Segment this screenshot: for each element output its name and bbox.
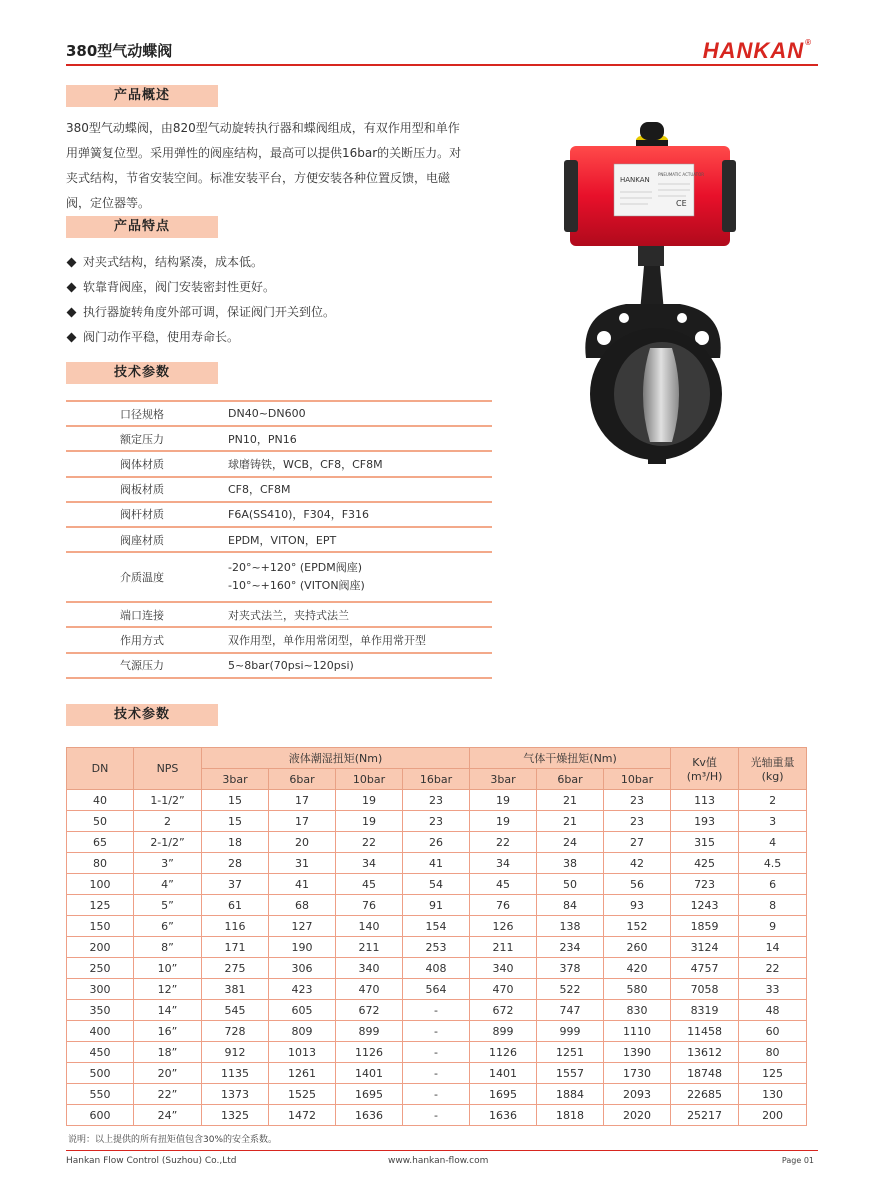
table-cell: - (403, 1105, 470, 1126)
brand-logo (703, 38, 812, 64)
spec-value: 双作用型，单作用常闭型，单作用常开型 (218, 627, 492, 652)
table-cell: 15 (202, 790, 269, 811)
table-cell: 130 (739, 1084, 807, 1105)
table-cell: 672 (470, 1000, 537, 1021)
table-cell: 211 (470, 937, 537, 958)
table-row (67, 1084, 807, 1105)
table-cell: 100 (67, 874, 134, 895)
table-cell: 18 (202, 832, 269, 853)
table-cell: 16” (134, 1021, 202, 1042)
table-cell: 6” (134, 916, 202, 937)
table-cell: 1818 (537, 1105, 604, 1126)
table-cell: 8319 (671, 1000, 739, 1021)
column-group-header: 液体潮湿扭矩(Nm) (202, 748, 470, 769)
table-cell: 672 (336, 1000, 403, 1021)
table-cell: 408 (403, 958, 470, 979)
kv-label: Kv值 (692, 756, 717, 769)
diamond-bullet-icon (67, 283, 77, 293)
table-cell: 7058 (671, 979, 739, 1000)
table-cell: 14” (134, 1000, 202, 1021)
table-cell: 1013 (269, 1042, 336, 1063)
table-cell: 580 (604, 979, 671, 1000)
table-cell: 1636 (470, 1105, 537, 1126)
spec-value: CF8，CF8M (218, 477, 492, 502)
table-row (66, 552, 492, 602)
table-cell: 126 (470, 916, 537, 937)
table-cell: 21 (537, 811, 604, 832)
footer-company: Hankan Flow Control (Suzhou) Co.,Ltd (66, 1156, 237, 1166)
table-cell: 1390 (604, 1042, 671, 1063)
table-row (67, 1042, 807, 1063)
spec-value: DN40~DN600 (218, 401, 492, 426)
column-subheader: 16bar (403, 769, 470, 790)
table-cell: 34 (336, 853, 403, 874)
table-cell: 522 (537, 979, 604, 1000)
table-cell: 378 (537, 958, 604, 979)
spec-value: 球磨铸铁，WCB，CF8，CF8M (218, 451, 492, 476)
table-cell: 23 (403, 811, 470, 832)
column-subheader: 6bar (269, 769, 336, 790)
spec-key: 阀体材质 (66, 451, 218, 476)
weight-unit: (kg) (761, 770, 784, 783)
actuator-label-brand: HANKAN (620, 176, 650, 184)
spec-value-line: -10°~+160° (VITON阀座) (228, 579, 365, 593)
table-cell: 3 (739, 811, 807, 832)
kv-unit: (m³/H) (686, 770, 723, 783)
table-cell: 140 (336, 916, 403, 937)
torque-heading: 技术参数 (66, 704, 218, 726)
table-cell: 116 (202, 916, 269, 937)
list-item (66, 300, 335, 325)
spec-value: EPDM，VITON，EPT (218, 527, 492, 552)
table-cell: 193 (671, 811, 739, 832)
table-cell: 19 (470, 790, 537, 811)
table-cell: 5” (134, 895, 202, 916)
table-cell: 68 (269, 895, 336, 916)
table-row (66, 602, 492, 627)
table-row (66, 527, 492, 552)
table-cell: 8” (134, 937, 202, 958)
table-cell: 899 (470, 1021, 537, 1042)
table-cell: 125 (739, 1063, 807, 1084)
registered-mark: ® (805, 38, 812, 47)
table-cell: 8 (739, 895, 807, 916)
table-cell: 1261 (269, 1063, 336, 1084)
table-cell: 22 (470, 832, 537, 853)
table-cell: 50 (537, 874, 604, 895)
table-cell: 200 (739, 1105, 807, 1126)
table-cell: 24 (537, 832, 604, 853)
spec-key: 气源压力 (66, 653, 218, 678)
table-cell: 912 (202, 1042, 269, 1063)
list-item (66, 325, 335, 350)
table-cell: 152 (604, 916, 671, 937)
column-header: DN (67, 748, 134, 790)
table-cell: 40 (67, 790, 134, 811)
table-cell: 2 (134, 811, 202, 832)
table-cell: 381 (202, 979, 269, 1000)
table-cell: 2 (739, 790, 807, 811)
table-cell: 809 (269, 1021, 336, 1042)
spec-value: 对夹式法兰，夹持式法兰 (218, 602, 492, 627)
position-indicator-icon (640, 122, 664, 140)
features-heading: 产品特点 (66, 216, 218, 238)
feature-text: 软靠背阀座，阀门安装密封性更好。 (83, 280, 276, 294)
footer-url: www.hankan-flow.com (388, 1156, 489, 1166)
weight-label: 光轴重量 (750, 756, 795, 769)
torque-table (66, 747, 807, 1126)
table-cell: 76 (470, 895, 537, 916)
table-cell: 2093 (604, 1084, 671, 1105)
table-cell: 80 (67, 853, 134, 874)
table-row (66, 451, 492, 476)
table-row (66, 401, 492, 426)
table-cell: 113 (671, 790, 739, 811)
table-cell: 56 (604, 874, 671, 895)
table-cell: 1730 (604, 1063, 671, 1084)
table-cell: 1401 (470, 1063, 537, 1084)
table-cell: 470 (470, 979, 537, 1000)
table-row (66, 502, 492, 527)
table-cell: 3124 (671, 937, 739, 958)
table-footnote: 说明：以上提供的所有扭矩值包含30%的安全系数。 (68, 1135, 278, 1145)
overview-heading: 产品概述 (66, 85, 218, 107)
table-row (66, 426, 492, 451)
table-row (67, 958, 807, 979)
table-cell: 1695 (470, 1084, 537, 1105)
table-cell: 19 (336, 790, 403, 811)
table-cell: 899 (336, 1021, 403, 1042)
table-cell: 6 (739, 874, 807, 895)
table-cell: 211 (336, 937, 403, 958)
table-cell: 1243 (671, 895, 739, 916)
table-cell: 45 (470, 874, 537, 895)
table-cell: 17 (269, 811, 336, 832)
table-cell: 54 (403, 874, 470, 895)
table-cell: 11458 (671, 1021, 739, 1042)
table-cell: 4” (134, 874, 202, 895)
table-cell: 1557 (537, 1063, 604, 1084)
table-cell: 31 (269, 853, 336, 874)
table-cell: 20” (134, 1063, 202, 1084)
table-cell: 315 (671, 832, 739, 853)
brand-name: HANKAN (702, 38, 805, 63)
table-cell: 4 (739, 832, 807, 853)
column-header (671, 748, 739, 790)
table-cell: 340 (470, 958, 537, 979)
table-cell: 1126 (336, 1042, 403, 1063)
feature-text: 执行器旋转角度外部可调，保证阀门开关到位。 (83, 305, 336, 319)
table-cell: 1373 (202, 1084, 269, 1105)
table-cell: 80 (739, 1042, 807, 1063)
table-cell: - (403, 1000, 470, 1021)
page-header (66, 38, 818, 66)
spec-value: F6A(SS410)，F304，F316 (218, 502, 492, 527)
spec-key: 作用方式 (66, 627, 218, 652)
table-cell: 28 (202, 853, 269, 874)
table-cell: 22685 (671, 1084, 739, 1105)
table-cell: 93 (604, 895, 671, 916)
table-row (66, 627, 492, 652)
table-cell: 18” (134, 1042, 202, 1063)
table-cell: 20 (269, 832, 336, 853)
table-row (67, 790, 807, 811)
diamond-bullet-icon (67, 308, 77, 318)
table-cell: 19 (470, 811, 537, 832)
table-cell: 999 (537, 1021, 604, 1042)
table-row (67, 1000, 807, 1021)
table-cell: 125 (67, 895, 134, 916)
page-footer (66, 1150, 818, 1170)
actuator-end-cap-right (722, 160, 736, 232)
table-cell: 350 (67, 1000, 134, 1021)
product-photo (540, 112, 770, 472)
spec-key: 阀杆材质 (66, 502, 218, 527)
table-row (67, 853, 807, 874)
page-number: Page 01 (781, 1156, 814, 1165)
table-cell: 234 (537, 937, 604, 958)
table-row (67, 1021, 807, 1042)
table-cell: 1695 (336, 1084, 403, 1105)
actuator-end-cap-left (564, 160, 578, 232)
table-cell: 253 (403, 937, 470, 958)
table-row (67, 979, 807, 1000)
table-cell: 23 (604, 811, 671, 832)
table-cell: 22 (739, 958, 807, 979)
table-cell: 23 (604, 790, 671, 811)
table-cell: 13612 (671, 1042, 739, 1063)
table-row (67, 874, 807, 895)
diamond-bullet-icon (67, 258, 77, 268)
table-cell: 42 (604, 853, 671, 874)
table-cell: 1859 (671, 916, 739, 937)
diamond-bullet-icon (67, 333, 77, 343)
table-cell: 600 (67, 1105, 134, 1126)
table-cell: - (403, 1042, 470, 1063)
table-cell: 34 (470, 853, 537, 874)
feature-text: 阀门动作平稳，使用寿命长。 (83, 330, 240, 344)
table-cell: 138 (537, 916, 604, 937)
spec-key: 端口连接 (66, 602, 218, 627)
spec-key: 阀座材质 (66, 527, 218, 552)
table-cell: 605 (269, 1000, 336, 1021)
table-cell: - (403, 1021, 470, 1042)
table-cell: 500 (67, 1063, 134, 1084)
table-cell: 60 (739, 1021, 807, 1042)
spec-key: 口径规格 (66, 401, 218, 426)
table-cell: 127 (269, 916, 336, 937)
table-cell: 17 (269, 790, 336, 811)
table-cell: 12” (134, 979, 202, 1000)
table-cell: 1636 (336, 1105, 403, 1126)
table-cell: 1251 (537, 1042, 604, 1063)
table-cell: 27 (604, 832, 671, 853)
column-subheader: 10bar (604, 769, 671, 790)
table-cell: 150 (67, 916, 134, 937)
table-cell: 4.5 (739, 853, 807, 874)
table-cell: 250 (67, 958, 134, 979)
table-row (66, 653, 492, 678)
table-cell: 41 (403, 853, 470, 874)
table-cell: 425 (671, 853, 739, 874)
table-cell: 723 (671, 874, 739, 895)
spec-value-line: -20°~+120° (EPDM阀座) (228, 561, 363, 575)
table-cell: 38 (537, 853, 604, 874)
table-cell: 171 (202, 937, 269, 958)
table-cell: 1126 (470, 1042, 537, 1063)
column-subheader: 3bar (202, 769, 269, 790)
table-cell: 470 (336, 979, 403, 1000)
bolt-hole (677, 313, 687, 323)
table-cell: 76 (336, 895, 403, 916)
ce-mark-icon: CE (676, 199, 687, 208)
table-cell: 3” (134, 853, 202, 874)
spec-key: 额定压力 (66, 426, 218, 451)
table-cell: 1135 (202, 1063, 269, 1084)
table-cell: 24” (134, 1105, 202, 1126)
spec-key: 阀板材质 (66, 477, 218, 502)
table-cell: 1-1/2” (134, 790, 202, 811)
features-list (66, 250, 335, 350)
table-cell: 1884 (537, 1084, 604, 1105)
column-subheader: 3bar (470, 769, 537, 790)
specs-heading: 技术参数 (66, 362, 218, 384)
table-cell: 19 (336, 811, 403, 832)
table-cell: 450 (67, 1042, 134, 1063)
table-cell: 14 (739, 937, 807, 958)
table-cell: 420 (604, 958, 671, 979)
table-header-row (67, 748, 807, 769)
table-row (67, 916, 807, 937)
table-cell: 22” (134, 1084, 202, 1105)
table-cell: 91 (403, 895, 470, 916)
page-title: 380型气动蝶阀 (66, 42, 173, 60)
column-subheader: 10bar (336, 769, 403, 790)
table-cell: 26 (403, 832, 470, 853)
table-cell: 25217 (671, 1105, 739, 1126)
table-cell: 18748 (671, 1063, 739, 1084)
table-cell: 41 (269, 874, 336, 895)
table-cell: 728 (202, 1021, 269, 1042)
table-cell: 300 (67, 979, 134, 1000)
table-cell: 10” (134, 958, 202, 979)
table-row (67, 1105, 807, 1126)
table-cell: 23 (403, 790, 470, 811)
table-cell: 65 (67, 832, 134, 853)
table-cell: 50 (67, 811, 134, 832)
table-cell: 154 (403, 916, 470, 937)
table-row (67, 937, 807, 958)
table-cell: 9 (739, 916, 807, 937)
table-cell: 61 (202, 895, 269, 916)
table-cell: 200 (67, 937, 134, 958)
table-cell: - (403, 1063, 470, 1084)
table-cell: 2020 (604, 1105, 671, 1126)
table-cell: 2-1/2” (134, 832, 202, 853)
spec-key: 介质温度 (66, 552, 218, 602)
bolt-hole (597, 331, 611, 345)
table-cell: 48 (739, 1000, 807, 1021)
mounting-bracket (638, 246, 664, 266)
table-cell: 400 (67, 1021, 134, 1042)
column-subheader: 6bar (537, 769, 604, 790)
table-cell: 45 (336, 874, 403, 895)
column-header: NPS (134, 748, 202, 790)
spec-value: PN10，PN16 (218, 426, 492, 451)
table-cell: 1472 (269, 1105, 336, 1126)
table-cell: 1325 (202, 1105, 269, 1126)
table-cell: 423 (269, 979, 336, 1000)
list-item (66, 250, 335, 275)
actuator-label-text: PNEUMATIC ACTUATOR (658, 172, 705, 177)
table-row (67, 832, 807, 853)
table-cell: 15 (202, 811, 269, 832)
table-cell: 830 (604, 1000, 671, 1021)
table-cell: 33 (739, 979, 807, 1000)
table-row (67, 895, 807, 916)
table-cell: 306 (269, 958, 336, 979)
table-cell: 190 (269, 937, 336, 958)
valve-disc (643, 348, 679, 442)
table-row (67, 811, 807, 832)
table-cell: 275 (202, 958, 269, 979)
table-cell: - (403, 1084, 470, 1105)
spec-table (66, 400, 492, 679)
table-cell: 340 (336, 958, 403, 979)
bolt-hole (619, 313, 629, 323)
overview-text: 380型气动蝶阀，由820型气动旋转执行器和蝶阀组成，有双作用型和单作用弹簧复位型。采用弹性的阀座结构，最高可以提供16bar的关断压力。对夹式结构，节省安装空间。标准安装平台，方便安装各种位置反馈，电磁阀，定位器等。 (66, 121, 462, 210)
column-header (739, 748, 807, 790)
table-row (67, 1063, 807, 1084)
table-cell: 545 (202, 1000, 269, 1021)
table-cell: 747 (537, 1000, 604, 1021)
column-group-header: 气体干燥扭矩(Nm) (470, 748, 671, 769)
valve-bottom-boss (648, 452, 666, 464)
table-cell: 550 (67, 1084, 134, 1105)
table-cell: 1110 (604, 1021, 671, 1042)
table-cell: 564 (403, 979, 470, 1000)
table-cell: 84 (537, 895, 604, 916)
table-cell: 260 (604, 937, 671, 958)
torque-table-body (67, 790, 807, 1126)
table-cell: 37 (202, 874, 269, 895)
spec-value: 5~8bar(70psi~120psi) (218, 653, 492, 678)
table-cell: 21 (537, 790, 604, 811)
table-cell: 1401 (336, 1063, 403, 1084)
list-item (66, 275, 335, 300)
table-row (66, 477, 492, 502)
table-cell: 1525 (269, 1084, 336, 1105)
table-cell: 22 (336, 832, 403, 853)
spec-value (218, 552, 492, 602)
feature-text: 对夹式结构，结构紧凑，成本低。 (83, 255, 264, 269)
table-cell: 4757 (671, 958, 739, 979)
